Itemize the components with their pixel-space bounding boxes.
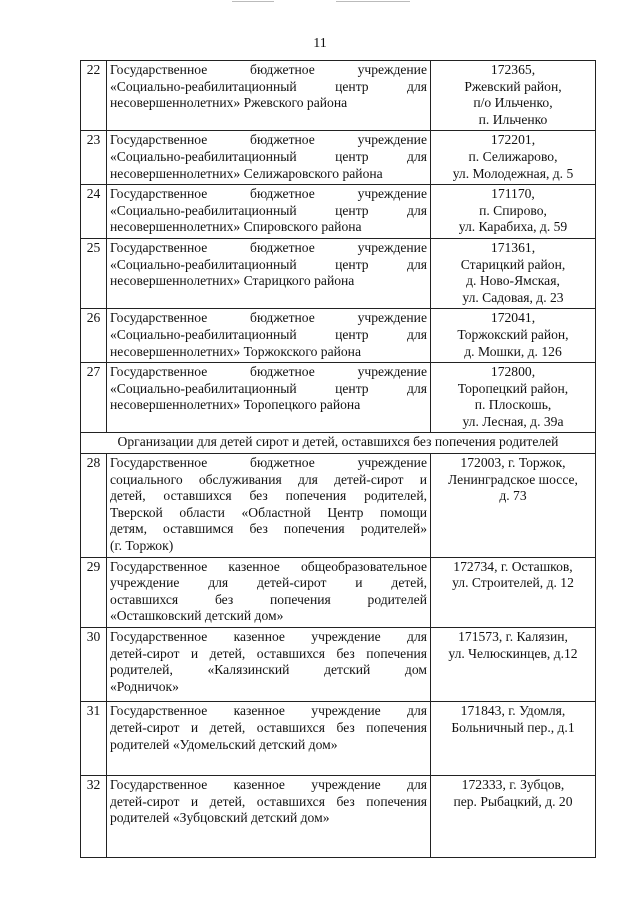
row-number: 29 xyxy=(81,557,107,627)
institution-address xyxy=(431,628,596,702)
institutions-table xyxy=(80,60,596,858)
address-line: пер. Рыбацкий, д. 20 xyxy=(453,793,573,809)
address-line: 172003, г. Торжок, xyxy=(460,455,566,471)
institution-name-line: родителей, «Калязинский детский дом xyxy=(110,662,427,678)
address-line: ул. Молодежная, д. 5 xyxy=(452,165,574,181)
address-line: 172041, xyxy=(490,310,536,326)
address-line: д. Ново-Ямская, xyxy=(466,273,560,289)
institution-name-line: «Осташковский детский дом» xyxy=(110,608,284,624)
scan-top-edge xyxy=(0,0,640,6)
section-title: Организации для детей сирот и детей, оставшихся без попечения родителей xyxy=(81,433,596,454)
institution-name xyxy=(107,185,431,239)
table-row xyxy=(81,309,596,363)
institution-address xyxy=(431,131,596,185)
row-number: 32 xyxy=(81,776,107,858)
institution-name-line: Государственное бюджетное учреждение xyxy=(110,132,427,148)
row-number: 24 xyxy=(81,185,107,239)
address-line: ул. Лесная, д. 39а xyxy=(462,413,564,429)
institution-name-line: «Социально-реабилитационный центр для xyxy=(110,202,427,218)
institution-name-line: (г. Торжок) xyxy=(110,538,174,554)
institution-name-line: «Социально-реабилитационный центр для xyxy=(110,326,427,342)
institution-name-line: «Социально-реабилитационный центр для xyxy=(110,256,427,272)
institution-name-line: Государственное бюджетное учреждение xyxy=(110,310,427,326)
institution-name-line: Государственное казенное учреждение для xyxy=(110,777,427,793)
institution-name xyxy=(107,557,431,627)
address-line: ул. Карабиха, д. 59 xyxy=(458,219,568,235)
section-header-row xyxy=(81,433,596,454)
address-line: Старицкий район, xyxy=(460,256,566,272)
address-line: п. Спирово, xyxy=(479,202,547,218)
address-line: п. Селижарово, xyxy=(468,148,558,164)
row-number: 22 xyxy=(81,61,107,131)
page-number: 11 xyxy=(313,36,327,51)
address-line: ул. Челюскинцев, д.12 xyxy=(448,645,578,661)
row-number: 28 xyxy=(81,454,107,558)
institution-address xyxy=(431,557,596,627)
institution-address xyxy=(431,185,596,239)
institution-name-line: несовершеннолетних» Ржевского района xyxy=(110,95,348,111)
address-line: Торжокский район, xyxy=(457,326,569,342)
institution-address xyxy=(431,61,596,131)
institution-name xyxy=(107,309,431,363)
institution-name-line: «Социально-реабилитационный центр для xyxy=(110,380,427,396)
table-row xyxy=(81,363,596,433)
table-row xyxy=(81,131,596,185)
institution-name xyxy=(107,776,431,858)
institution-name-line: «Социально-реабилитационный центр для xyxy=(110,78,427,94)
institution-name-line: Государственное бюджетное учреждение xyxy=(110,186,427,202)
institution-name-line: несовершеннолетних» Торопецкого района xyxy=(110,397,361,413)
institution-name-line: учреждение для детей-сирот и детей, xyxy=(110,575,427,591)
address-line: ул. Строителей, д. 12 xyxy=(452,575,574,591)
address-line: 172800, xyxy=(490,364,536,380)
institution-name-line: Тверской области «Областной Центр помощи xyxy=(110,504,427,520)
row-number: 26 xyxy=(81,309,107,363)
address-line: 171573, г. Калязин, xyxy=(458,629,568,644)
institution-name-line: детей-сирот и детей, оставшихся без попечения xyxy=(110,719,427,735)
table-row xyxy=(81,185,596,239)
address-line: п/о Ильченко, xyxy=(473,95,553,111)
address-line: Ленинградское шоссе, xyxy=(448,471,578,487)
address-line: 172201, xyxy=(490,132,536,148)
institution-name xyxy=(107,61,431,131)
table-row xyxy=(81,628,596,702)
institution-name-line: родителей «Удомельский детский дом» xyxy=(110,736,338,752)
institution-name xyxy=(107,454,431,558)
institution-name-line: Государственное бюджетное учреждение xyxy=(110,455,427,471)
address-line: Больничный пер., д.1 xyxy=(451,719,575,735)
institution-name xyxy=(107,702,431,776)
institution-name-line: «Социально-реабилитационный центр для xyxy=(110,148,427,164)
institution-address xyxy=(431,454,596,558)
address-line: 172333, г. Зубцов, xyxy=(461,777,565,793)
address-line: 171843, г. Удомля, xyxy=(460,703,566,719)
address-line: 171170, xyxy=(491,186,535,202)
institution-name-line: несовершеннолетних» Селижаровского района xyxy=(110,165,383,181)
row-number: 23 xyxy=(81,131,107,185)
address-line: ул. Садовая, д. 23 xyxy=(462,289,564,305)
address-line: 172734, г. Осташков, xyxy=(453,558,573,574)
table-row xyxy=(81,702,596,776)
address-line: Торопецкий район, xyxy=(457,380,569,396)
row-number: 25 xyxy=(81,238,107,308)
institutions-table-body xyxy=(81,61,596,858)
institution-name-line: Государственное казенное учреждение для xyxy=(110,629,427,644)
table-row xyxy=(81,238,596,308)
institution-name-line: несовершеннолетних» Торжокского района xyxy=(110,343,361,359)
institution-name-line: Государственное казенное общеобразовательное xyxy=(110,558,427,574)
institution-address xyxy=(431,363,596,433)
address-line: д. 73 xyxy=(499,488,527,504)
institution-address xyxy=(431,776,596,858)
institution-address xyxy=(431,309,596,363)
institution-name-line: несовершеннолетних» Старицкого района xyxy=(110,273,355,289)
institution-name-line: Государственное бюджетное учреждение xyxy=(110,62,427,77)
institution-address xyxy=(431,238,596,308)
row-number: 27 xyxy=(81,363,107,433)
institution-name-line: Государственное бюджетное учреждение xyxy=(110,239,427,255)
table-row xyxy=(81,454,596,558)
institution-name xyxy=(107,238,431,308)
address-line: п. Плоскошь, xyxy=(474,397,552,413)
institution-name-line: социального обслуживания для детей-сирот и xyxy=(110,471,427,487)
institution-name-line: Государственное казенное учреждение для xyxy=(110,703,427,719)
institution-name-line: несовершеннолетних» Спировского района xyxy=(110,219,362,235)
institution-address xyxy=(431,702,596,776)
address-line: 171361, xyxy=(490,239,536,255)
institution-name-line: детей, оставшихся без попечения родителей, xyxy=(110,488,427,504)
address-line: 172365, xyxy=(490,62,536,77)
table-row xyxy=(81,61,596,131)
address-line: д. Мошки, д. 126 xyxy=(464,343,562,359)
address-line: Ржевский район, xyxy=(464,78,562,94)
institution-name xyxy=(107,363,431,433)
institution-name-line: детям, оставшимся без попечения родителей» xyxy=(110,521,427,537)
institution-name-line: детей-сирот и детей, оставшихся без попечения xyxy=(110,793,427,809)
institution-name-line: «Родничок» xyxy=(110,678,179,694)
institution-name xyxy=(107,628,431,702)
table-row xyxy=(81,776,596,858)
institution-name-line: родителей «Зубцовский детский дом» xyxy=(110,810,330,826)
institution-name-line: оставшихся без попечения родителей xyxy=(110,591,427,607)
institution-name-line: детей-сирот и детей, оставшихся без попечения xyxy=(110,645,427,661)
address-line: п. Ильченко xyxy=(478,111,548,127)
row-number: 31 xyxy=(81,702,107,776)
table-row xyxy=(81,557,596,627)
institution-name-line: Государственное бюджетное учреждение xyxy=(110,364,427,380)
institution-name xyxy=(107,131,431,185)
row-number: 30 xyxy=(81,628,107,702)
